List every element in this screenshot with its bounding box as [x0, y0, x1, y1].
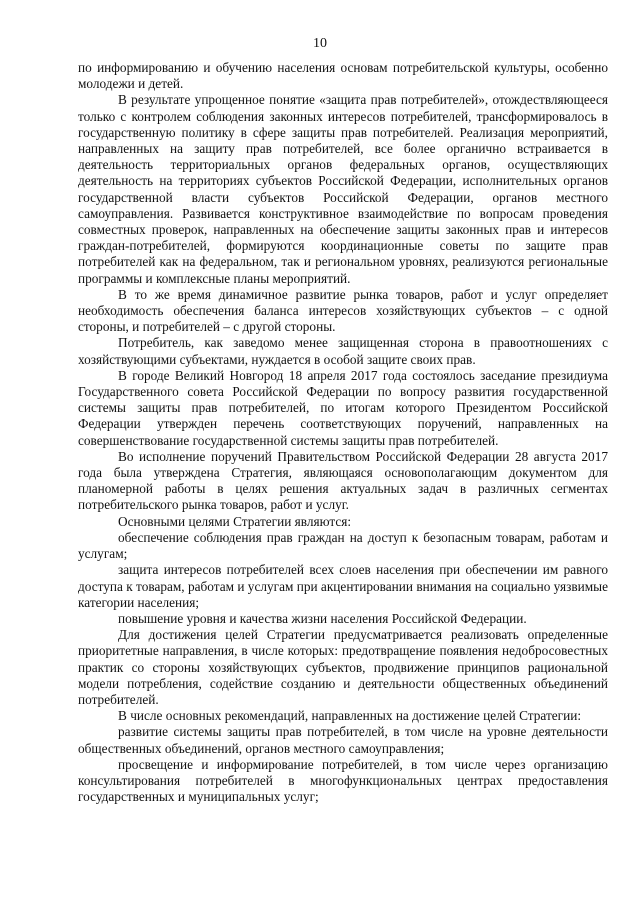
list-item-goal: защита интересов потребителей всех слоев населения при обеспечении им равного доступа к товарам, работам и услугам при акцентировании внимания на социально уязвимые категории населения;	[78, 562, 608, 610]
paragraph: В городе Великий Новгород 18 апреля 2017 года состоялось заседание президиума Государственного совета Российской Федерации по вопросу развития государственной системы защиты прав потребителей, по итогам которого Президентом Российской Федерации утвержден перечень соответствующих поручений, направленных на совершенствование государственной системы защиты прав потребителей.	[78, 367, 608, 448]
paragraph: В результате упрощенное понятие «защита прав потребителей», отождествляющееся только с контролем соблюдения законных интересов потребителей, трансформировалось в государственную политику в сфере защиты прав потребителей. Реализация мероприятий, направленных на защиту прав потребителей, все более органично встраивается в деятельность территориальных органов федеральных органов, осуществляющих деятельность на территориях субъектов Российской Федерации, исполнительных органов государственной власти субъектов Российской Федерации, органов местного самоуправления. Развивается конструктивное взаимодействие по вопросам проведения совместных проверок, направленных на обеспечение защиты законных прав и интересов граждан-потребителей, формируются координационные советы по защите прав потребителей как на федеральном, так и региональном уровнях, реализуются региональные программы и комплексные планы мероприятий.	[78, 92, 608, 286]
list-item-recommendation: развитие системы защиты прав потребителей, в том числе на уровне деятельности общественных объединений, органов местного самоуправления;	[78, 724, 608, 756]
paragraph: Потребитель, как заведомо менее защищенная сторона в правоотношениях с хозяйствующими субъектами, нуждается в особой защите своих прав.	[78, 335, 608, 367]
paragraph: Основными целями Стратегии являются:	[118, 513, 352, 529]
paragraph: Во исполнение поручений Правительством Российской Федерации 28 августа 2017 года была утверждена Стратегия, являющаяся основополагающим документом для планомерной работы в целях решения актуальных задач в различных сегментах потребительского рынка товаров, работ и услуг.	[78, 448, 608, 513]
list-item-goal: обеспечение соблюдения прав граждан на доступ к безопасным товарам, работам и услугам;	[78, 529, 608, 562]
paragraph: Для достижения целей Стратегии предусматривается реализовать определенные приоритетные направления, в числе которых: предотвращение появления недобросовестных практик со стороны хозяйствующих субъектов, продвижение принципов рациональной модели потребления, содействие созданию и деятельности общественных объединений потребителей.	[78, 627, 608, 707]
document-body	[78, 60, 608, 805]
paragraph: В числе основных рекомендаций, направленных на достижение целей Стратегии:	[118, 708, 582, 724]
page-number: 10	[313, 36, 327, 51]
list-item-goal: повышение уровня и качества жизни населения Российской Федерации.	[118, 610, 527, 626]
list-item-recommendation: просвещение и информирование потребителей, в том числе через организацию консультирования потребителей в многофункциональных центрах предоставления государственных и муниципальных услуг;	[78, 756, 608, 805]
paragraph: В то же время динамичное развитие рынка товаров, работ и услуг определяет необходимость обеспечения баланса интересов хозяйствующих субъектов – с одной стороны, и потребителей – с другой стороны.	[78, 286, 608, 335]
paragraph-continuation: по информированию и обучению населения основам потребительской культуры, особенно молодежи и детей.	[78, 60, 608, 92]
